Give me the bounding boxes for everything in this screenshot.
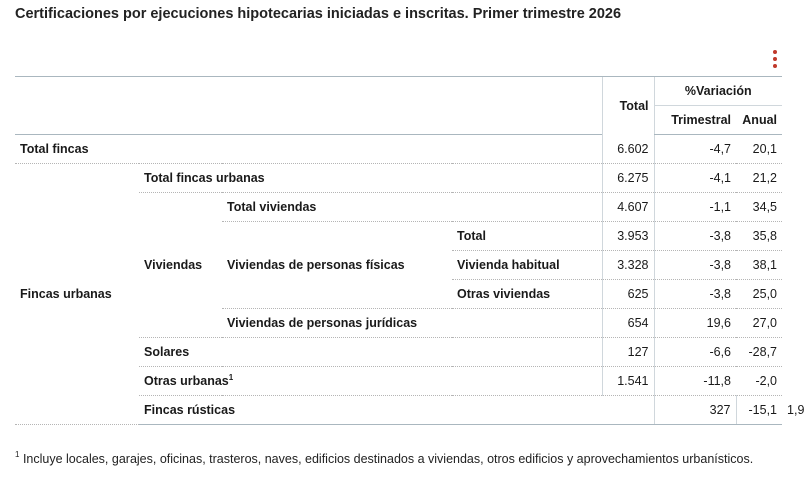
cell-total: 3.328 <box>602 251 654 280</box>
cell-trimestral: -11,8 <box>654 367 736 396</box>
cell-anual: -2,0 <box>736 367 782 396</box>
vertical-dots-icon[interactable] <box>773 50 777 68</box>
cell-total: 327 <box>654 396 736 425</box>
row-label-fincas-rusticas: Fincas rústicas <box>139 396 654 425</box>
table-row <box>15 164 782 193</box>
row-label-fisicas-total: Total <box>452 222 602 251</box>
cell-trimestral: 19,6 <box>654 309 736 338</box>
cell-total: 3.953 <box>602 222 654 251</box>
row-label-otras-urbanas <box>139 367 602 396</box>
data-table <box>15 76 804 425</box>
row-label-total-fincas-urbanas: Total fincas urbanas <box>139 164 602 193</box>
cell-trimestral: -15,1 <box>736 396 782 425</box>
table-row: Fincas rústicas 327 -15,1 1,9 <box>15 396 782 425</box>
header-trimestral: Trimestral <box>654 106 736 135</box>
cell-anual: 21,2 <box>736 164 782 193</box>
cell-anual: 34,5 <box>736 193 782 222</box>
header-variacion: %Variación <box>654 77 782 106</box>
cell-trimestral: -1,1 <box>654 193 736 222</box>
page-title: Certificaciones por ejecuciones hipotecarias iniciadas e inscritas. Primer trimestre 2026 <box>15 6 622 22</box>
table-row <box>15 135 782 164</box>
footnote <box>15 443 775 471</box>
cell-total: 127 <box>602 338 654 367</box>
cell-trimestral: -3,8 <box>654 280 736 309</box>
row-label-viviendas-juridicas: Viviendas de personas jurídicas <box>222 309 602 338</box>
cell-trimestral: -3,8 <box>654 251 736 280</box>
cell-trimestral: -4,1 <box>654 164 736 193</box>
cell-trimestral: -3,8 <box>654 222 736 251</box>
row-label-otras-viviendas: Otras viviendas <box>452 280 602 309</box>
cell-total: 4.607 <box>602 193 654 222</box>
row-label-viviendas-fisicas: Viviendas de personas físicas <box>222 222 452 309</box>
cell-total: 6.602 <box>602 135 654 164</box>
cell-anual: -28,7 <box>736 338 782 367</box>
row-label-total-viviendas: Total viviendas <box>222 193 602 222</box>
cell-anual: 35,8 <box>736 222 782 251</box>
header-anual: Anual <box>736 106 782 135</box>
cell-total: 1.541 <box>602 367 654 396</box>
otras-urbanas-text: Otras urbanas <box>144 374 229 389</box>
row-label-solares: Solares <box>139 338 602 367</box>
row-label-total-fincas: Total fincas <box>15 135 602 164</box>
cell-anual: 27,0 <box>736 309 782 338</box>
cell-total: 654 <box>602 309 654 338</box>
footnote-text: Incluye locales, garajes, oficinas, trasteros, naves, edificios destinados a viviendas, otros edificios y aprovechamientos urbanísticos. <box>22 452 754 466</box>
cell-total: 6.275 <box>602 164 654 193</box>
cell-anual: 38,1 <box>736 251 782 280</box>
row-label-vivienda-habitual: Vivienda habitual <box>452 251 602 280</box>
footnote-mark: 1 <box>15 450 20 459</box>
cell-total: 625 <box>602 280 654 309</box>
cell-anual: 25,0 <box>736 280 782 309</box>
cell-trimestral: -6,6 <box>654 338 736 367</box>
cell-trimestral: -4,7 <box>654 135 736 164</box>
row-label-viviendas: Viviendas <box>139 193 222 338</box>
table-subheader-row <box>15 106 782 135</box>
footnote-mark: 1 <box>228 373 234 383</box>
table-header-row <box>15 77 782 106</box>
row-label-fincas-urbanas: Fincas urbanas <box>15 164 139 425</box>
cell-anual: 20,1 <box>736 135 782 164</box>
header-total: Total <box>602 77 654 135</box>
